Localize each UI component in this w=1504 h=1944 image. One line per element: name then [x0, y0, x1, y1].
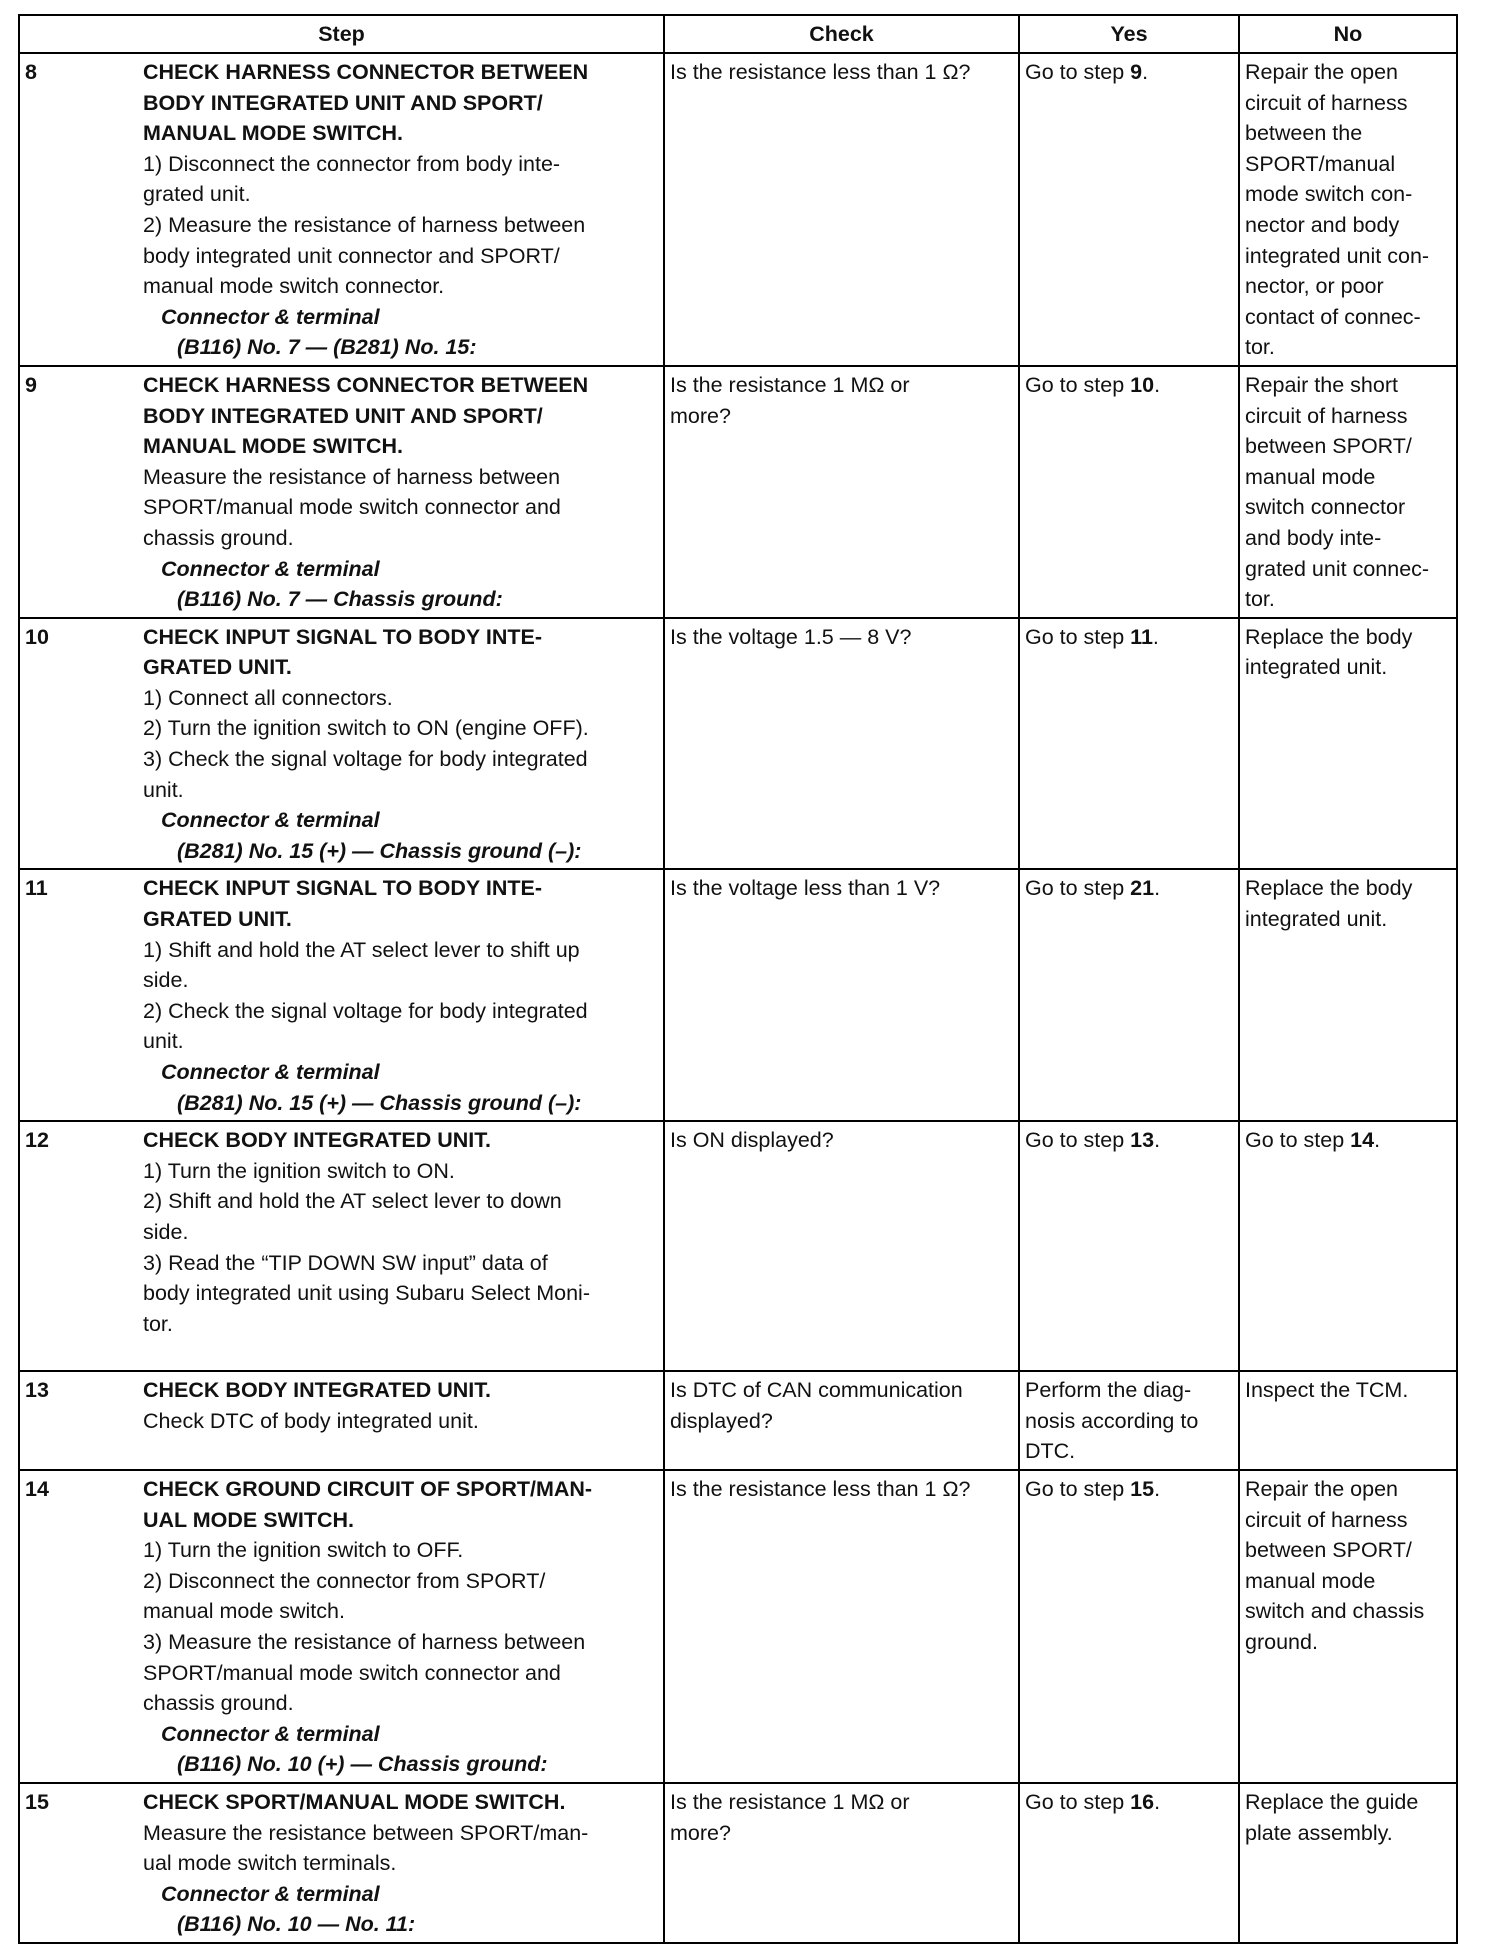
- table-row: [19, 869, 1457, 1121]
- diagnostic-table: [18, 14, 1458, 1944]
- step-number: 9: [25, 372, 37, 397]
- step-instruction: 1) Shift and hold the AT select lever to shift up: [143, 937, 580, 962]
- step-instruction: chassis ground.: [143, 1691, 294, 1716]
- step-cell-content: [25, 1125, 658, 1339]
- connector-terminal: (B116) No. 7 — (B281) No. 15:: [177, 335, 477, 360]
- step-instruction: 2) Turn the ignition switch to ON (engine OFF).: [143, 716, 589, 741]
- no-text: manual mode: [1245, 464, 1376, 489]
- step-title: CHECK BODY INTEGRATED UNIT.: [143, 1128, 491, 1153]
- connector-terminal: (B281) No. 15 (+) — Chassis ground (–):: [177, 838, 582, 863]
- step-instruction: Check DTC of body integrated unit.: [143, 1408, 479, 1433]
- yes-step-ref: 16: [1130, 1789, 1155, 1814]
- yes-text: Go to step 21.: [1025, 876, 1161, 901]
- yes-text: Perform the diag-: [1025, 1378, 1192, 1403]
- no-text: tor.: [1245, 335, 1275, 360]
- check-cell: [664, 869, 1019, 1121]
- step-instruction: body integrated unit using Subaru Select Moni-: [143, 1281, 590, 1306]
- step-cell: [19, 869, 664, 1121]
- check-text: Is ON displayed?: [670, 1128, 834, 1153]
- step-instruction: 3) Measure the resistance of harness between: [143, 1629, 586, 1654]
- no-text: Repair the open: [1245, 60, 1398, 84]
- step-instruction: unit.: [143, 1029, 184, 1054]
- step-instruction: manual mode switch connector.: [143, 274, 445, 299]
- step-body: [143, 57, 658, 363]
- step-instruction: Measure the resistance of harness between: [143, 464, 561, 489]
- no-text: nector and body: [1245, 212, 1400, 237]
- no-cell: [1239, 1121, 1457, 1371]
- no-text: integrated unit.: [1245, 655, 1388, 680]
- step-number: 8: [25, 60, 37, 84]
- no-text: between SPORT/: [1245, 434, 1412, 459]
- step-title: GRATED UNIT.: [143, 907, 292, 932]
- connector-label: Connector & terminal: [161, 1721, 380, 1746]
- check-cell: [664, 1121, 1019, 1371]
- check-cell: [664, 1783, 1019, 1943]
- step-instruction: SPORT/manual mode switch connector and: [143, 495, 561, 520]
- yes-cell: [1019, 1371, 1239, 1470]
- no-text: Replace the body: [1245, 876, 1413, 901]
- yes-cell: [1019, 618, 1239, 870]
- step-title: CHECK HARNESS CONNECTOR BETWEEN: [143, 372, 589, 397]
- check-text: more?: [670, 1820, 731, 1845]
- step-cell: [19, 1371, 664, 1470]
- step-body: [143, 370, 658, 615]
- step-title: CHECK SPORT/MANUAL MODE SWITCH.: [143, 1789, 566, 1814]
- no-text: and body inte-: [1245, 525, 1382, 550]
- header-no: No: [1239, 15, 1457, 53]
- table-row: [19, 1783, 1457, 1943]
- connector-label: Connector & terminal: [161, 808, 380, 833]
- step-body: [143, 1375, 658, 1436]
- no-text: contact of connec-: [1245, 304, 1421, 329]
- no-cell: [1239, 1371, 1457, 1470]
- no-text: Inspect the TCM.: [1245, 1378, 1409, 1403]
- no-text: ground.: [1245, 1629, 1318, 1654]
- header-check: Check: [664, 15, 1019, 53]
- table-row: [19, 1121, 1457, 1371]
- step-number: 13: [25, 1378, 49, 1403]
- check-cell: [664, 618, 1019, 870]
- step-number: 11: [25, 876, 48, 901]
- connector-label: Connector & terminal: [161, 556, 380, 581]
- step-cell: [19, 366, 664, 618]
- step-number: 10: [25, 624, 49, 649]
- yes-cell: [1019, 1470, 1239, 1783]
- check-cell: [664, 53, 1019, 366]
- step-instruction: chassis ground.: [143, 525, 294, 550]
- step-instruction: 2) Shift and hold the AT select lever to down: [143, 1189, 562, 1214]
- connector-terminal: (B281) No. 15 (+) — Chassis ground (–):: [177, 1090, 582, 1115]
- step-instruction: Measure the resistance between SPORT/man-: [143, 1820, 589, 1845]
- yes-step-ref: 21: [1130, 876, 1155, 901]
- yes-step-ref: 11: [1130, 624, 1153, 649]
- check-text: Is DTC of CAN communication: [670, 1378, 963, 1403]
- step-title: GRATED UNIT.: [143, 655, 292, 680]
- yes-text: nosis according to: [1025, 1408, 1199, 1433]
- no-text: circuit of harness: [1245, 90, 1408, 115]
- step-title: CHECK HARNESS CONNECTOR BETWEEN: [143, 60, 589, 84]
- no-text: Replace the body: [1245, 624, 1413, 649]
- table-row: [19, 1371, 1457, 1470]
- step-cell-content: [25, 1787, 658, 1940]
- step-instruction: 3) Read the “TIP DOWN SW input” data of: [143, 1250, 548, 1275]
- step-title: CHECK INPUT SIGNAL TO BODY INTE-: [143, 876, 542, 901]
- step-title: UAL MODE SWITCH.: [143, 1507, 355, 1532]
- step-cell: [19, 1121, 664, 1371]
- step-title: CHECK GROUND CIRCUIT OF SPORT/MAN-: [143, 1476, 593, 1501]
- connector-label: Connector & terminal: [161, 304, 380, 329]
- table-row: [19, 1470, 1457, 1783]
- yes-text: Go to step 11.: [1025, 624, 1159, 649]
- no-text: between the: [1245, 121, 1363, 146]
- step-instruction: 2) Check the signal voltage for body integrated: [143, 998, 588, 1023]
- yes-cell: [1019, 1783, 1239, 1943]
- check-cell: [664, 1371, 1019, 1470]
- yes-step-ref: 10: [1130, 372, 1155, 397]
- no-cell: [1239, 1470, 1457, 1783]
- no-text: Go to step 14.: [1245, 1128, 1381, 1153]
- step-cell-content: [25, 57, 658, 363]
- step-instruction: side.: [143, 1219, 189, 1244]
- yes-text: Go to step 15.: [1025, 1476, 1161, 1501]
- yes-text: Go to step 13.: [1025, 1128, 1161, 1153]
- yes-text: Go to step 9.: [1025, 60, 1149, 84]
- step-title: CHECK INPUT SIGNAL TO BODY INTE-: [143, 624, 542, 649]
- step-instruction: 3) Check the signal voltage for body integrated: [143, 747, 588, 772]
- no-text: Repair the open: [1245, 1476, 1398, 1501]
- step-number: 15: [25, 1789, 49, 1814]
- step-body: [143, 873, 658, 1118]
- yes-text: Go to step 16.: [1025, 1789, 1161, 1814]
- check-text: more?: [670, 403, 731, 428]
- step-instruction: 1) Connect all connectors.: [143, 685, 393, 710]
- yes-text: DTC.: [1025, 1439, 1076, 1464]
- no-text: plate assembly.: [1245, 1820, 1393, 1845]
- header-step: Step: [19, 15, 664, 53]
- connector-terminal: (B116) No. 10 (+) — Chassis ground:: [177, 1752, 548, 1777]
- step-instruction: tor.: [143, 1311, 173, 1336]
- connector-terminal: (B116) No. 7 — Chassis ground:: [177, 587, 503, 612]
- yes-step-ref: 15: [1130, 1476, 1155, 1501]
- no-text: integrated unit.: [1245, 907, 1388, 932]
- check-text: Is the voltage 1.5 — 8 V?: [670, 624, 912, 649]
- step-body: [143, 1125, 658, 1339]
- step-cell: [19, 618, 664, 870]
- yes-cell: [1019, 53, 1239, 366]
- no-text: Repair the short: [1245, 372, 1398, 397]
- step-instruction: side.: [143, 968, 189, 993]
- step-instruction: manual mode switch.: [143, 1599, 345, 1624]
- step-cell: [19, 53, 664, 366]
- yes-cell: [1019, 1121, 1239, 1371]
- no-text: integrated unit con-: [1245, 243, 1430, 268]
- no-text: switch and chassis: [1245, 1599, 1425, 1624]
- step-instruction: SPORT/manual mode switch connector and: [143, 1660, 561, 1685]
- check-text: Is the resistance 1 MΩ or: [670, 1789, 910, 1814]
- check-text: Is the resistance less than 1 Ω?: [670, 1476, 971, 1501]
- yes-step-ref: 9: [1130, 60, 1143, 84]
- step-title: BODY INTEGRATED UNIT AND SPORT/: [143, 403, 543, 428]
- no-text: mode switch con-: [1245, 182, 1413, 207]
- step-body: [143, 622, 658, 867]
- step-title: MANUAL MODE SWITCH.: [143, 434, 403, 459]
- step-cell-content: [25, 370, 658, 615]
- step-body: [143, 1787, 658, 1940]
- check-cell: [664, 1470, 1019, 1783]
- no-cell: [1239, 869, 1457, 1121]
- step-cell-content: [25, 622, 658, 867]
- header-yes: Yes: [1019, 15, 1239, 53]
- check-text: Is the resistance 1 MΩ or: [670, 372, 910, 397]
- step-cell-content: [25, 1375, 658, 1436]
- yes-text: Go to step 10.: [1025, 372, 1161, 397]
- no-text: between SPORT/: [1245, 1538, 1412, 1563]
- step-instruction: 2) Disconnect the connector from SPORT/: [143, 1568, 546, 1593]
- connector-label: Connector & terminal: [161, 1060, 380, 1084]
- step-title: BODY INTEGRATED UNIT AND SPORT/: [143, 90, 543, 115]
- step-title: MANUAL MODE SWITCH.: [143, 121, 403, 146]
- step-instruction: body integrated unit connector and SPORT/: [143, 243, 560, 268]
- step-instruction: unit.: [143, 777, 184, 802]
- no-text: grated unit connec-: [1245, 556, 1430, 581]
- no-cell: [1239, 1783, 1457, 1943]
- yes-cell: [1019, 366, 1239, 618]
- step-cell-content: [25, 873, 658, 1118]
- no-text: Replace the guide: [1245, 1789, 1419, 1814]
- connector-terminal: (B116) No. 10 — No. 11:: [177, 1912, 416, 1937]
- no-cell: [1239, 53, 1457, 366]
- no-cell: [1239, 366, 1457, 618]
- no-step-ref: 14: [1350, 1128, 1375, 1153]
- no-text: circuit of harness: [1245, 1507, 1408, 1532]
- connector-label: Connector & terminal: [161, 1881, 380, 1906]
- step-instruction: 1) Turn the ignition switch to OFF.: [143, 1538, 464, 1563]
- no-text: nector, or poor: [1245, 274, 1384, 299]
- check-text: Is the resistance less than 1 Ω?: [670, 60, 971, 84]
- no-cell: [1239, 618, 1457, 870]
- yes-cell: [1019, 869, 1239, 1121]
- table-row: [19, 618, 1457, 870]
- step-instruction: 1) Turn the ignition switch to ON.: [143, 1158, 455, 1183]
- step-instruction: 1) Disconnect the connector from body inte-: [143, 151, 561, 176]
- step-cell-content: [25, 1474, 658, 1780]
- step-instruction: ual mode switch terminals.: [143, 1851, 397, 1876]
- no-text: switch connector: [1245, 495, 1406, 520]
- step-instruction: 2) Measure the resistance of harness between: [143, 212, 586, 237]
- yes-step-ref: 13: [1130, 1128, 1155, 1153]
- table-row: [19, 53, 1457, 366]
- no-text: manual mode: [1245, 1568, 1376, 1593]
- no-text: tor.: [1245, 587, 1275, 612]
- check-text: displayed?: [670, 1408, 773, 1433]
- table-header-row: [19, 15, 1457, 53]
- table-row: [19, 366, 1457, 618]
- step-cell: [19, 1783, 664, 1943]
- check-cell: [664, 366, 1019, 618]
- step-number: 12: [25, 1128, 49, 1153]
- no-text: SPORT/manual: [1245, 151, 1396, 176]
- check-text: Is the voltage less than 1 V?: [670, 876, 941, 901]
- step-instruction: grated unit.: [143, 182, 251, 207]
- no-text: circuit of harness: [1245, 403, 1408, 428]
- step-body: [143, 1474, 658, 1780]
- step-title: CHECK BODY INTEGRATED UNIT.: [143, 1378, 491, 1403]
- step-cell: [19, 1470, 664, 1783]
- step-number: 14: [25, 1476, 49, 1501]
